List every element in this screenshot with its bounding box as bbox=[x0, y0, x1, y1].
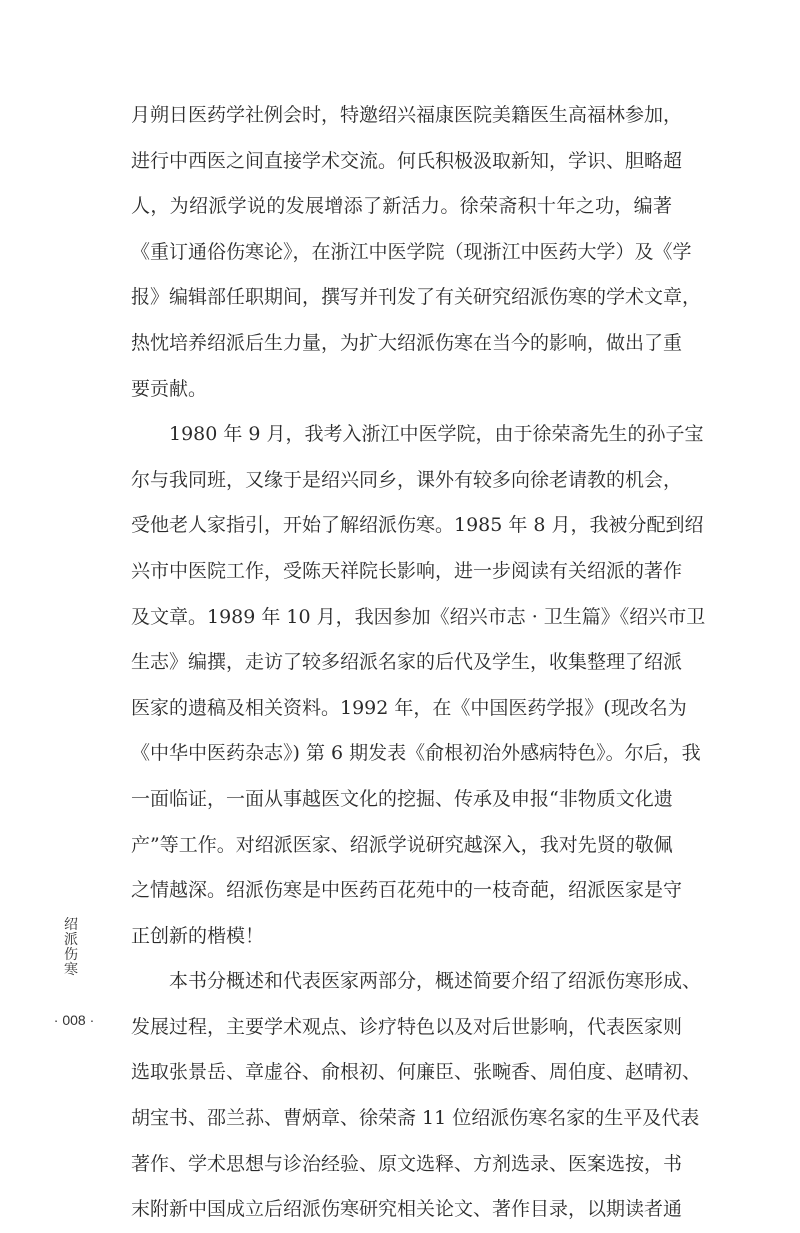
text-line: 《重订通俗伤寒论》，在浙江中医学院（现浙江中医药大学）及《学 bbox=[131, 240, 692, 263]
text-line: 选取张景岳、章虚谷、俞根初、何廉臣、张畹香、周伯度、赵晴初、 bbox=[131, 1061, 702, 1084]
text-line: 进行中西医之间直接学术交流。何氏积极汲取新知，学识、胆略超 bbox=[131, 149, 683, 172]
text-line: 人，为绍派学说的发展增添了新活力。徐荣斋积十年之功，编著 bbox=[131, 195, 672, 218]
text-line: 末附新中国成立后绍派伤寒研究相关论文、著作目录，以期读者通 bbox=[131, 1198, 683, 1221]
text-line: 《中华中医药杂志》) 第 6 期发表《俞根初治外感病特色》。尔后，我 bbox=[131, 742, 701, 765]
text-line: 著作、学术思想与诊治经验、原文选释、方剂选录、医案选按，书 bbox=[131, 1152, 683, 1175]
text-line: 要贡献。 bbox=[131, 377, 208, 400]
text-line: 受他老人家指引，开始了解绍派伤寒。1985 年 8 月，我被分配到绍 bbox=[131, 514, 704, 537]
text-line: 之情越深。绍派伤寒是中医药百花苑中的一枝奇葩，绍派医家是守 bbox=[131, 879, 683, 902]
text-line: 月朔日医药学社例会时，特邀绍兴福康医院美籍医生高福林参加， bbox=[131, 104, 683, 126]
text-line: 尔与我同班，又缘于是绍兴同乡，课外有较多向徐老请教的机会， bbox=[131, 468, 683, 491]
text-line: 生志》编撰，走访了较多绍派名家的后代及学生，收集整理了绍派 bbox=[131, 651, 683, 674]
text-line: 1980 年 9 月，我考入浙江中医学院，由于徐荣斋先生的孙子宝 bbox=[169, 423, 704, 446]
text-line: 发展过程，主要学术观点、诊疗特色以及对后世影响，代表医家则 bbox=[131, 1015, 683, 1038]
text-line: 报》编辑部任职期间，撰写并刊发了有关研究绍派伤寒的学术文章， bbox=[131, 286, 702, 309]
running-title-char: 派 bbox=[64, 932, 78, 948]
text-line: 兴市中医院工作，受陈天祥院长影响，进一步阅读有关绍派的著作 bbox=[131, 559, 683, 582]
running-title-char: 绍 bbox=[64, 917, 78, 933]
page-number: · 008 · bbox=[53, 1012, 95, 1028]
running-title-char: 伤 bbox=[64, 947, 78, 963]
running-title-char: 寒 bbox=[64, 962, 78, 978]
paragraph-1 bbox=[131, 93, 702, 412]
paragraph-3 bbox=[131, 959, 702, 1233]
text-line: 正创新的楷模！ bbox=[131, 924, 265, 947]
text-line: 及文章。1989 年 10 月，我因参加《绍兴市志 · 卫生篇》《绍兴市卫 bbox=[131, 605, 706, 628]
paragraph-2 bbox=[131, 412, 706, 959]
text-line: 一面临证，一面从事越医文化的挖掘、传承及申报“非物质文化遗 bbox=[131, 787, 673, 810]
body-text bbox=[131, 93, 706, 1233]
text-line: 热忱培养绍派后生力量，为扩大绍派伤寒在当今的影响，做出了重 bbox=[131, 331, 683, 354]
text-line: 本书分概述和代表医家两部分，概述简要介绍了绍派伤寒形成、 bbox=[169, 970, 702, 993]
running-title bbox=[60, 918, 82, 978]
text-line: 产”等工作。对绍派医家、绍派学说研究越深入，我对先贤的敬佩 bbox=[131, 833, 673, 856]
text-line: 胡宝书、邵兰荪、曹炳章、徐荣斋 11 位绍派伤寒名家的生平及代表 bbox=[131, 1107, 700, 1130]
text-line: 医家的遗稿及相关资料。1992 年，在《中国医药学报》(现改名为 bbox=[131, 696, 687, 719]
